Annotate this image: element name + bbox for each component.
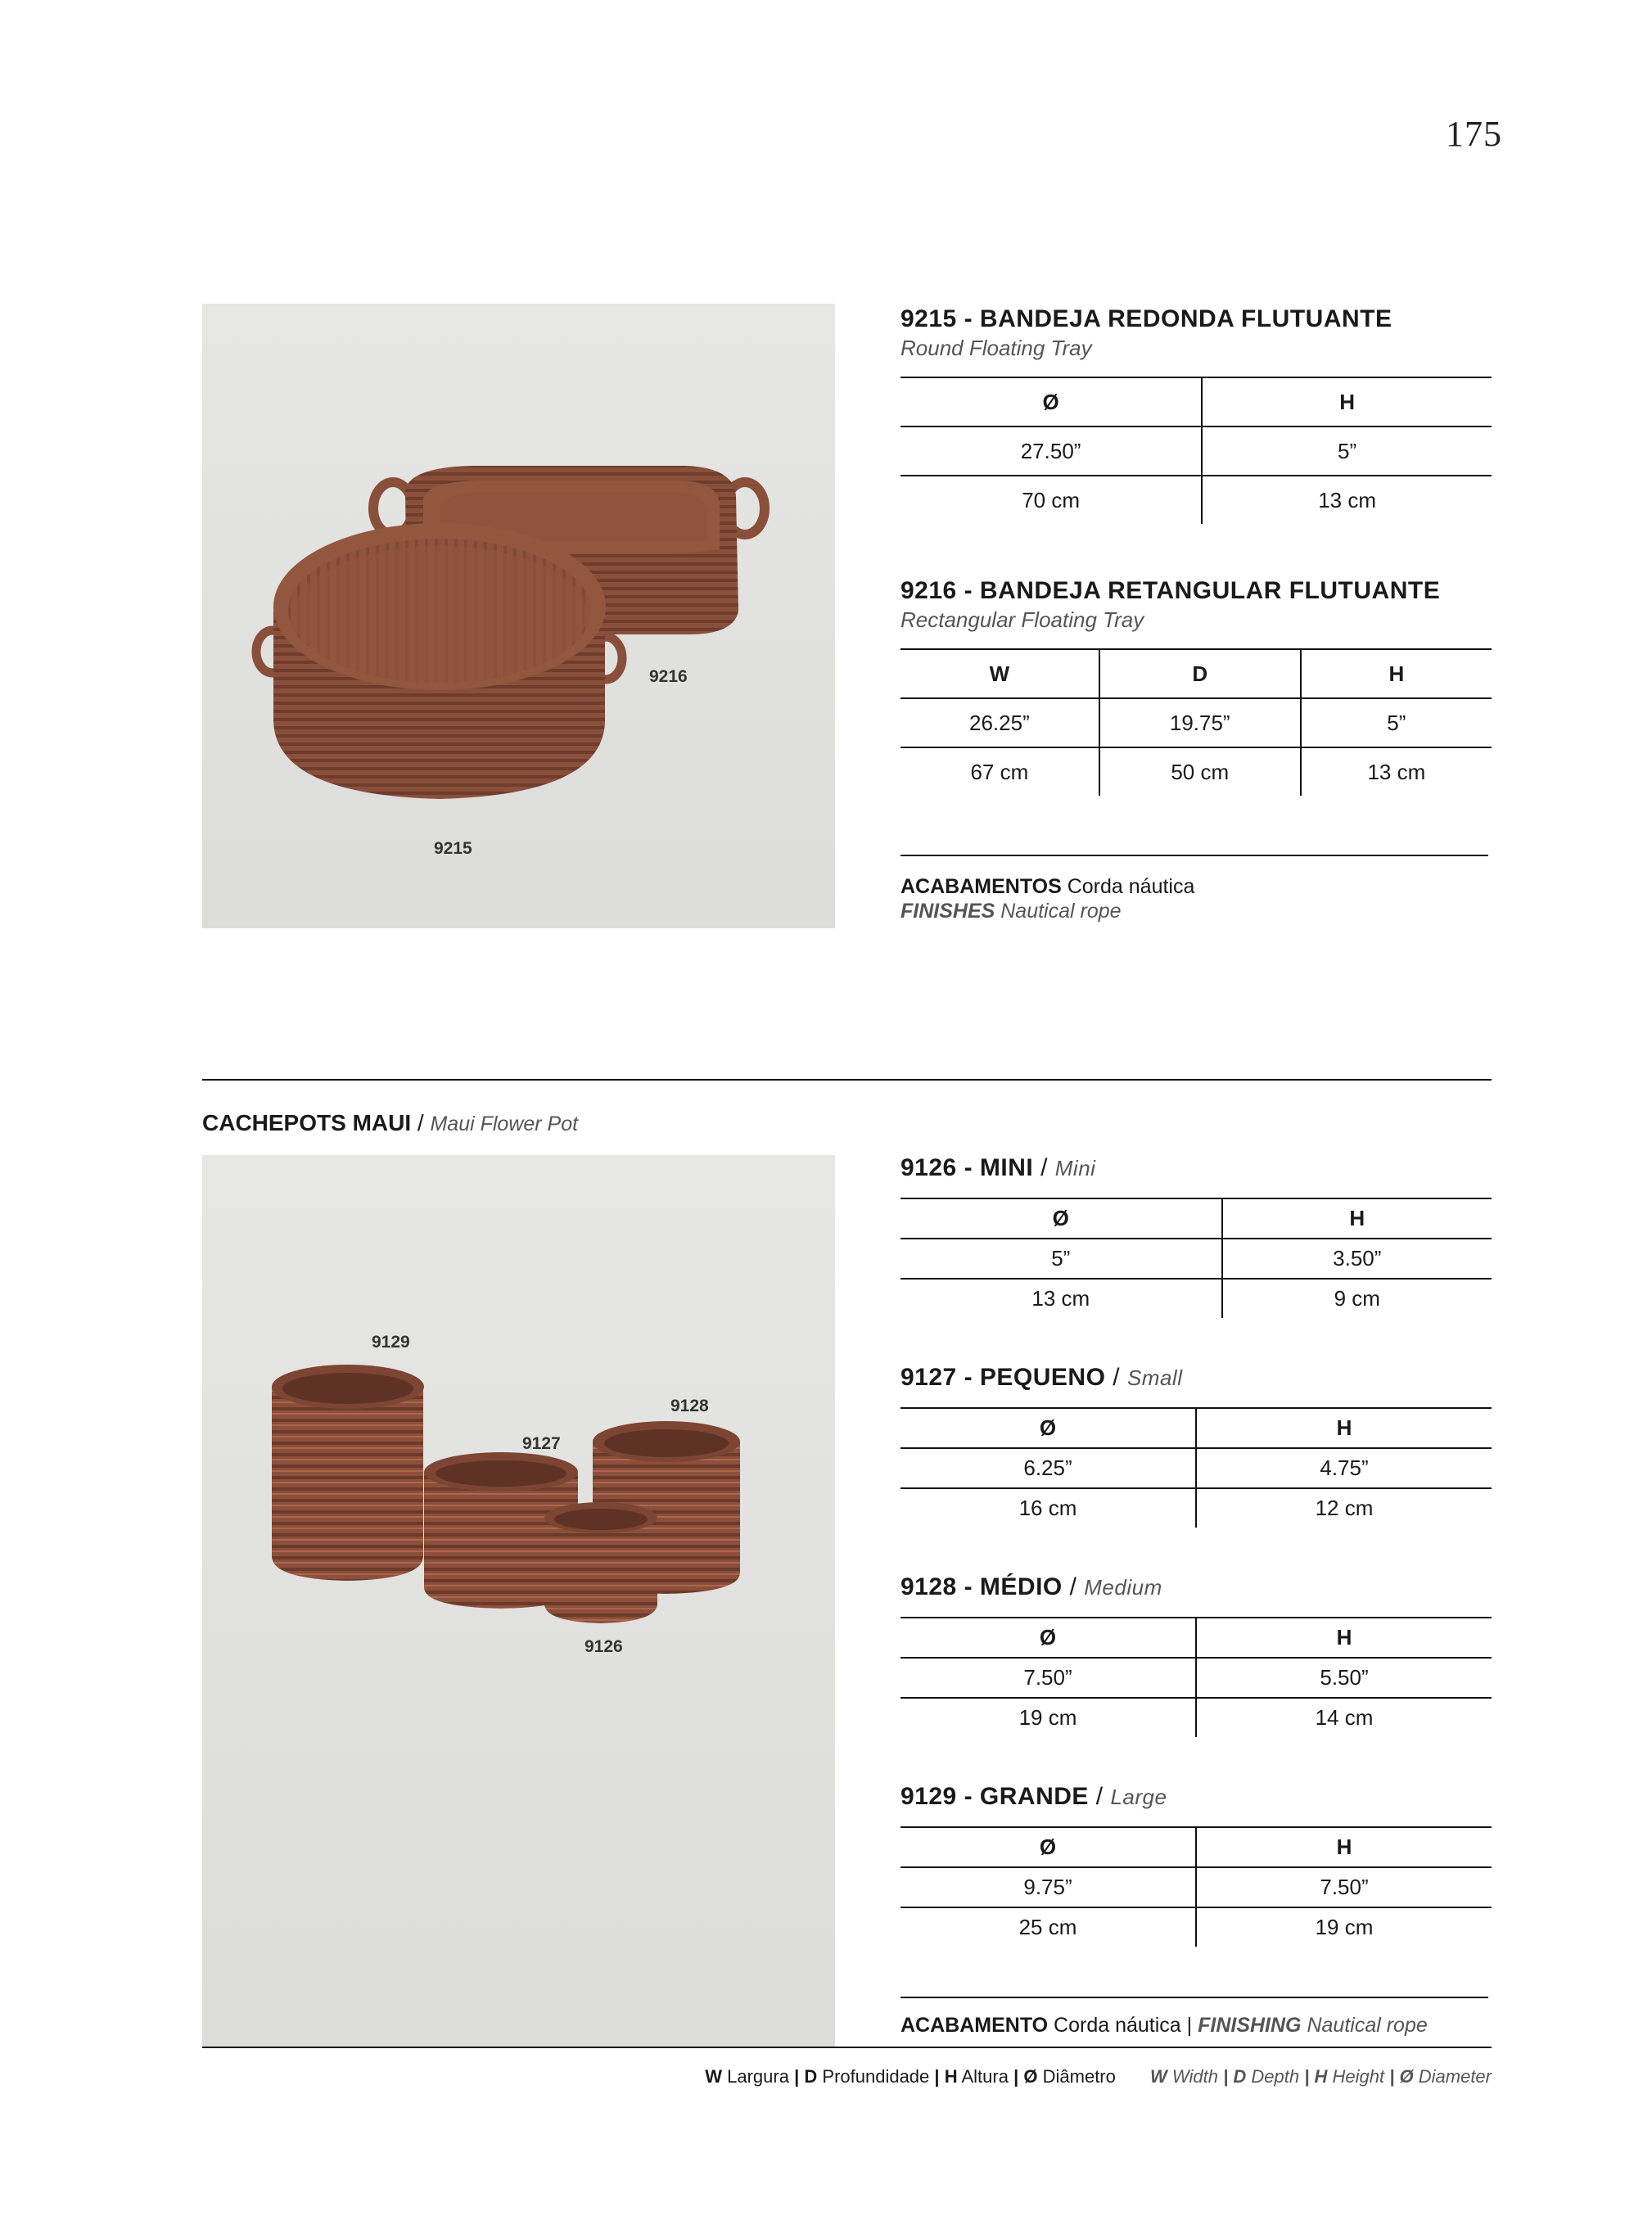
label-9127: 9127 xyxy=(522,1434,561,1453)
legend-value: Height xyxy=(1332,2066,1385,2087)
header-diameter: Ø xyxy=(900,1827,1196,1867)
spec-table xyxy=(900,1826,1492,1947)
title-slash: / xyxy=(1040,1154,1048,1181)
product-code: 9126 - MINI xyxy=(900,1154,1034,1181)
cell: 5” xyxy=(1202,427,1492,476)
trays-photo xyxy=(202,304,835,928)
finishes-en-label: FINISHES xyxy=(900,900,995,923)
product-english: Large xyxy=(1110,1785,1167,1809)
product-code: 9128 - MÉDIO xyxy=(900,1573,1063,1600)
cell: 25 cm xyxy=(900,1907,1196,1947)
legend-separator: | xyxy=(934,2066,940,2087)
cell: 7.50” xyxy=(1196,1867,1492,1907)
product-code: 9127 - PEQUENO xyxy=(900,1364,1106,1391)
cell: 5” xyxy=(1301,698,1492,747)
label-9215: 9215 xyxy=(434,839,472,858)
finishes-en-value: Nautical rope xyxy=(1000,900,1122,923)
product-english: Small xyxy=(1126,1365,1183,1390)
title-slash: / xyxy=(1095,1783,1104,1810)
legend-key: H xyxy=(1314,2066,1328,2087)
cell: 3.50” xyxy=(1222,1239,1492,1279)
bottom-rule xyxy=(202,2047,1492,2048)
cell: 19 cm xyxy=(1196,1907,1492,1947)
product-code: 9129 - GRANDE xyxy=(900,1783,1089,1810)
cell: 70 cm xyxy=(900,476,1202,524)
cell: 5.50” xyxy=(1196,1658,1492,1698)
header-height: H xyxy=(1196,1827,1492,1867)
section-title xyxy=(202,1110,578,1136)
cell: 9 cm xyxy=(1222,1279,1492,1318)
pots-photo xyxy=(202,1155,835,2047)
label-9126: 9126 xyxy=(585,1637,623,1656)
legend-pt xyxy=(705,2066,1121,2087)
cell: 13 cm xyxy=(1301,747,1492,796)
tray-9215 xyxy=(256,523,622,799)
page-number: 175 xyxy=(1446,114,1502,154)
legend-value: Largura xyxy=(727,2066,789,2087)
cell: 26.25” xyxy=(900,698,1099,747)
spec-table xyxy=(900,1407,1492,1528)
spec-9216 xyxy=(900,576,1492,796)
legend-key: W xyxy=(705,2066,722,2087)
cell: 16 cm xyxy=(900,1488,1196,1528)
cell: 9.75” xyxy=(900,1867,1196,1907)
legend-value: Depth xyxy=(1251,2066,1300,2087)
header-diameter: Ø xyxy=(900,1408,1196,1448)
legend-value: Diâmetro xyxy=(1042,2066,1116,2087)
spec-9126 xyxy=(900,1153,1492,1318)
legend-key: Ø xyxy=(1399,2066,1414,2087)
label-9216: 9216 xyxy=(649,667,688,686)
header-height: H xyxy=(1196,1618,1492,1658)
dimension-legend xyxy=(705,2066,1492,2087)
header-width: W xyxy=(900,649,1099,698)
title-slash: / xyxy=(417,1110,424,1135)
product-title: 9216 - BANDEJA RETANGULAR FLUTUANTE xyxy=(900,577,1441,604)
spec-9128 xyxy=(900,1573,1492,1737)
header-height: H xyxy=(1222,1198,1492,1239)
legend-value: Altura xyxy=(961,2066,1009,2087)
finishes-pt-value: Corda náutica xyxy=(1067,875,1195,898)
spec-9127 xyxy=(900,1363,1492,1528)
product-subtitle: Rectangular Floating Tray xyxy=(900,607,1144,632)
cell: 12 cm xyxy=(1196,1488,1492,1528)
cell: 7.50” xyxy=(900,1658,1196,1698)
header-diameter: Ø xyxy=(900,1618,1196,1658)
product-english: Mini xyxy=(1054,1156,1096,1180)
header-height: H xyxy=(1301,649,1492,698)
spec-9129 xyxy=(900,1782,1492,1947)
product-subtitle: Round Floating Tray xyxy=(900,336,1092,360)
legend-value: Profundidade xyxy=(822,2066,930,2087)
spec-table xyxy=(900,377,1492,524)
product-english: Medium xyxy=(1084,1575,1162,1600)
spec-9215 xyxy=(900,305,1492,524)
section-divider xyxy=(202,1079,1492,1081)
spec-table xyxy=(900,1617,1492,1737)
legend-en xyxy=(1150,2066,1492,2087)
pots-finishing xyxy=(900,1997,1488,2038)
section-title-en: Maui Flower Pot xyxy=(430,1113,579,1135)
legend-separator: | xyxy=(1389,2066,1395,2087)
product-title xyxy=(900,1573,1492,1602)
legend-key: Ø xyxy=(1023,2066,1038,2087)
cell: 14 cm xyxy=(1196,1698,1492,1737)
header-height: H xyxy=(1202,377,1492,427)
spec-table xyxy=(900,1198,1492,1318)
cell: 27.50” xyxy=(900,427,1202,476)
pots-illustration xyxy=(202,1155,835,2047)
legend-key: D xyxy=(804,2066,818,2087)
header-height: H xyxy=(1196,1408,1492,1448)
header-diameter: Ø xyxy=(900,377,1202,427)
product-title: 9215 - BANDEJA REDONDA FLUTUANTE xyxy=(900,305,1392,332)
header-diameter: Ø xyxy=(900,1198,1222,1239)
finishes-pt-label: ACABAMENTOS xyxy=(900,875,1062,898)
finishing-separator: | xyxy=(1186,2014,1193,2037)
trays-illustration xyxy=(202,304,835,928)
cell: 19.75” xyxy=(1099,698,1301,747)
legend-separator: | xyxy=(794,2066,800,2087)
product-title xyxy=(900,1363,1492,1392)
pot-9129 xyxy=(272,1365,424,1581)
section-title-pt: CACHEPOTS MAUI xyxy=(202,1110,412,1135)
cell: 5” xyxy=(900,1239,1222,1279)
cell: 67 cm xyxy=(900,747,1099,796)
finishing-pt-value: Corda náutica xyxy=(1054,2014,1181,2037)
legend-value: Diameter xyxy=(1418,2066,1492,2087)
product-title xyxy=(900,1782,1492,1812)
cell: 50 cm xyxy=(1099,747,1301,796)
trays-finishes xyxy=(900,855,1488,923)
legend-separator: | xyxy=(1013,2066,1019,2087)
cell: 19 cm xyxy=(900,1698,1196,1737)
product-title xyxy=(900,1153,1492,1183)
cell: 13 cm xyxy=(900,1279,1222,1318)
legend-key: D xyxy=(1233,2066,1247,2087)
legend-separator: | xyxy=(1304,2066,1310,2087)
label-9128: 9128 xyxy=(670,1397,709,1415)
header-depth: D xyxy=(1099,649,1301,698)
finishing-pt-label: ACABAMENTO xyxy=(900,2014,1049,2037)
cell: 6.25” xyxy=(900,1448,1196,1488)
legend-key: H xyxy=(944,2066,958,2087)
legend-separator: | xyxy=(1223,2066,1229,2087)
finishing-en-value: Nautical rope xyxy=(1307,2014,1428,2037)
legend-key: W xyxy=(1150,2066,1167,2087)
cell: 4.75” xyxy=(1196,1448,1492,1488)
finishing-en-label: FINISHING xyxy=(1198,2014,1302,2037)
cell: 13 cm xyxy=(1202,476,1492,524)
legend-value: Width xyxy=(1171,2066,1218,2087)
title-slash: / xyxy=(1069,1573,1077,1600)
pot-9126 xyxy=(544,1502,657,1623)
label-9129: 9129 xyxy=(372,1333,410,1352)
title-slash: / xyxy=(1113,1364,1121,1391)
spec-table xyxy=(900,648,1492,796)
